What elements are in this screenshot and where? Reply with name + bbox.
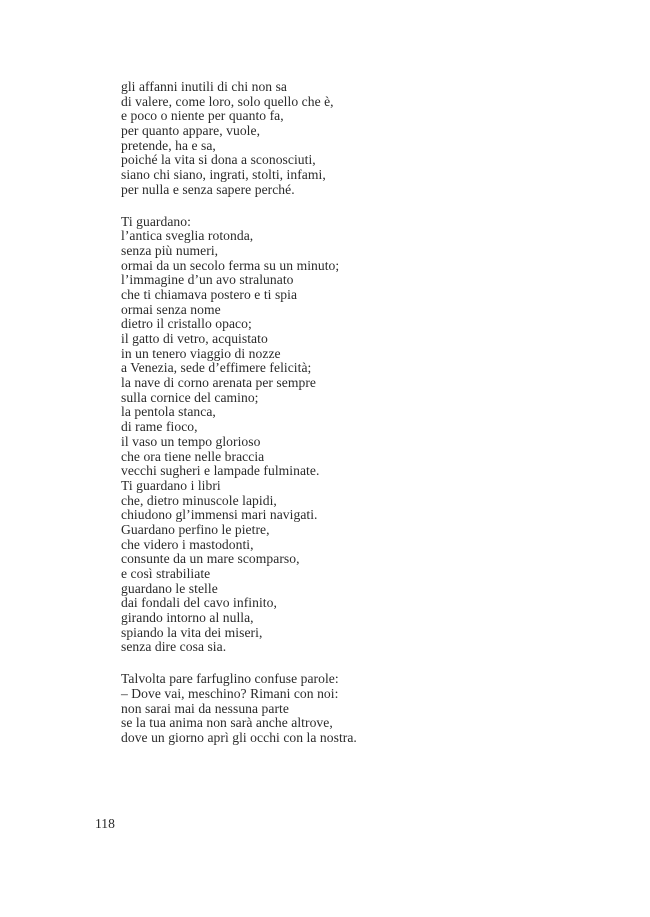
poem-line: poiché la vita si dona a sconosciuti, — [121, 152, 316, 168]
poem-line: consunte da un mare scomparso, — [121, 551, 300, 567]
poem-line: dietro il cristallo opaco; — [121, 316, 252, 332]
poem-line: ormai senza nome — [121, 301, 221, 317]
poem-line: l’antica sveglia rotonda, — [121, 228, 254, 244]
poem-line: dove un giorno aprì gli occhi con la nostra. — [121, 729, 357, 745]
poem-line: pretende, ha e sa, — [121, 137, 216, 153]
poem-stanza — [121, 215, 581, 656]
poem-stanza — [121, 672, 581, 745]
poem-line: sulla cornice del camino; — [121, 389, 259, 405]
poem-line: a Venezia, sede d’effimere felicità; — [121, 360, 312, 376]
page-number: 118 — [95, 816, 115, 831]
poem-line: vecchi sugheri e lampade fulminate. — [121, 463, 320, 479]
poem-line: senza dire cosa sia. — [121, 639, 227, 655]
poem-line: dai fondali del cavo infinito, — [121, 595, 277, 611]
poem-line: Talvolta pare farfuglino confuse parole: — [121, 671, 339, 687]
poem-line: ormai da un secolo ferma su un minuto; — [121, 257, 340, 273]
poem-text — [121, 80, 581, 763]
poem-line: Ti guardano: — [121, 213, 191, 229]
poem-line: che ora tiene nelle braccia — [121, 448, 265, 464]
poem-line: Ti guardano i libri — [121, 477, 221, 493]
poem-line: chiudono gl’immensi mari navigati. — [121, 507, 318, 523]
poem-line: siano chi siano, ingrati, stolti, infami, — [121, 167, 326, 183]
poem-line: girando intorno al nulla, — [121, 610, 254, 626]
poem-line: che, dietro minuscole lapidi, — [121, 492, 277, 508]
poem-line: la nave di corno arenata per sempre — [121, 375, 316, 391]
poem-line: per nulla e senza sapere perché. — [121, 181, 295, 197]
poem-line: che videro i mastodonti, — [121, 536, 254, 552]
poem-line: guardano le stelle — [121, 580, 218, 596]
poem-line: spiando la vita dei miseri, — [121, 624, 263, 640]
poem-line: il vaso un tempo glorioso — [121, 433, 261, 449]
poem-line: di rame fioco, — [121, 419, 198, 435]
poem-line: – Dove vai, meschino? Rimani con noi: — [121, 685, 339, 701]
poem-line: di valere, come loro, solo quello che è, — [121, 93, 334, 109]
poem-line: in un tenero viaggio di nozze — [121, 345, 281, 361]
poem-line: l’immagine d’un avo stralunato — [121, 272, 294, 288]
poem-stanza — [121, 80, 581, 198]
poem-line: Guardano perfino le pietre, — [121, 521, 270, 537]
poem-line: e poco o niente per quanto fa, — [121, 108, 284, 124]
poem-line: la pentola stanca, — [121, 404, 216, 420]
poem-line: se la tua anima non sarà anche altrove, — [121, 715, 333, 731]
poem-line: e così strabiliate — [121, 566, 211, 581]
poem-line: senza più numeri, — [121, 242, 219, 258]
poem-line: che ti chiamava postero e ti spia — [121, 286, 298, 302]
poem-line: non sarai mai da nessuna parte — [121, 700, 289, 716]
poem-line: per quanto appare, vuole, — [121, 123, 261, 139]
poem-line: il gatto di vetro, acquistato — [121, 331, 268, 346]
poem-line: gli affanni inutili di chi non sa — [121, 79, 288, 94]
